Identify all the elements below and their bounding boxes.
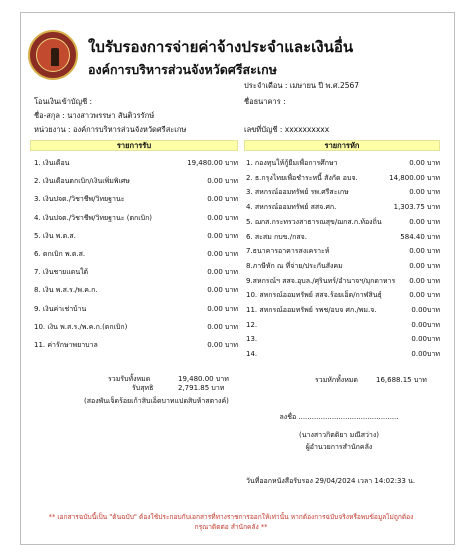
income-label: 7. เงินชายแดนใต้ xyxy=(34,268,89,277)
deduction-row xyxy=(246,173,440,184)
total-deduction-label: รวมหักทั้งหมด xyxy=(315,376,358,384)
income-amount: 19,480.00 บาท xyxy=(187,159,238,167)
income-amount: 0.00 บาท xyxy=(207,213,238,222)
deduction-row xyxy=(246,290,440,301)
footer-line-2: กรุณาติดต่อ สำนักคลัง ** xyxy=(194,523,268,531)
income-label: 1. เงินเดือน xyxy=(34,159,70,167)
deduction-label: 8.ภาษีหัก ณ ที่จ่าย/ประกันสังคม xyxy=(246,261,343,270)
income-row xyxy=(34,285,238,296)
deduction-row xyxy=(246,217,440,228)
deduction-label: 4. สหกรณ์ออมทรัพย์ สสจ.ศก. xyxy=(246,203,337,212)
footer-line-1: ** เอกสารฉบับนี้เป็น "ต้นฉบับ" ต้องใช้ประกอบกับเอกสารที่ทางราชการออกให้เท่านั้น หากต้องการฉบับจริงหรือพบข้อมูลไม่ถูกต้อง xyxy=(48,513,414,521)
income-amount: 0.00 บาท xyxy=(207,341,238,349)
pay-month: ประจำเดือน : เมษายน ปี พ.ศ.2567 xyxy=(244,81,360,90)
deduction-amount: 0.00 บาท xyxy=(409,217,440,226)
deduction-row xyxy=(246,232,440,243)
income-label: 9. เงินค่าเช่าบ้าน xyxy=(34,304,87,313)
deduction-amount: 0.00บาท xyxy=(411,335,440,344)
deduction-label: 7.ธนาคารอาคารสงเคราะห์ xyxy=(246,247,330,256)
income-amount: 0.00 บาท xyxy=(207,231,238,240)
income-amount: 0.00 บาท xyxy=(207,304,238,313)
issue-date: วันที่ออกหนังสือรับรอง 29/04/2024 เวลา 14:02:33 น. xyxy=(246,477,416,485)
deduction-label: 13. xyxy=(246,335,258,344)
deduction-label: 5. ฌกส.กระทรวงสาธารณสุข/ฌกส.ก.ท้องถิ่น xyxy=(246,217,382,226)
deduction-label: 2. ธ.กรุงไทยเพื่อชำระหนี้ สังกัด อบจ. xyxy=(246,173,358,182)
income-label: 3. เงินปจต./วิชาชีพ/วิทยฐานะ xyxy=(34,195,125,204)
deduction-amount: 0.00 บาท xyxy=(409,247,440,256)
income-label: 2. เงินเดือนตกเบิก/เงินเพิ่มพิเศษ xyxy=(34,177,130,186)
deduction-label: 14. xyxy=(246,350,258,359)
document-title: ใบรับรองการจ่ายค่าจ้างประจำและเงินอื่น xyxy=(88,38,354,56)
deduction-heading: รายการหัก xyxy=(244,140,440,151)
deduction-row xyxy=(246,261,440,272)
income-amount: 0.00 บาท xyxy=(207,195,238,204)
deduction-amount: 14,800.00 บาท xyxy=(389,173,440,182)
deduction-label: 1. กองทุนให้กู้ยืมเพื่อการศึกษา xyxy=(246,159,338,167)
signer-position: ผู้อำนวยการสำนักคลัง xyxy=(305,443,373,451)
deduction-amount: 0.00 บาท xyxy=(409,291,440,300)
deduction-amount: 0.00บาท xyxy=(411,306,440,314)
account-number: เลขที่บัญชี : xxxxxxxxxx xyxy=(244,125,330,134)
deduction-row xyxy=(246,246,440,257)
deduction-amount: 0.00 บาท xyxy=(409,276,440,285)
deduction-row xyxy=(246,320,440,331)
income-row xyxy=(34,340,238,351)
total-deduction-value: 16,688.15 บาท xyxy=(376,376,427,384)
deduction-row xyxy=(246,202,440,213)
deduction-label: 6. สะสม กบข./กสจ. xyxy=(246,232,307,241)
income-label: 10. เงิน พ.ส.ร./พ.ค.ก.(ตกเบิก) xyxy=(34,322,128,331)
employee-unit: หน่วยงาน : องค์การบริหารส่วนจังหวัดศรีสะเกษ xyxy=(34,125,187,134)
deduction-amount: 0.00 บาท xyxy=(409,159,440,167)
income-row xyxy=(34,322,238,333)
income-label: 4. เงินปจต./วิชาชีพ/วิทยฐานะ (ตกเบิก) xyxy=(34,213,153,222)
footer-notice xyxy=(26,512,436,532)
deduction-label: 11. สหกรณ์ออมทรัพย์ รพช/อบจ ศก./พม.จ. xyxy=(246,306,377,314)
income-row xyxy=(34,267,238,278)
organization-name: องค์การบริหารส่วนจังหวัดศรีสะเกษ xyxy=(88,62,277,77)
income-row xyxy=(34,231,238,242)
transfer-label: โอนเงินเข้าบัญชี : xyxy=(34,97,93,106)
deduction-amount: 0.00 บาท xyxy=(409,188,440,197)
signer-name: (นางสาวกิตติยา มณีสว่าง) xyxy=(299,431,379,439)
income-row xyxy=(34,213,238,224)
deduction-amount: 1,303.75 บาท xyxy=(393,203,440,212)
income-amount: 0.00 บาท xyxy=(207,177,238,186)
deduction-label: 12. xyxy=(246,320,258,329)
deduction-amount: 584.40 บาท xyxy=(400,232,440,241)
total-income-label: รวมรับทั้งหมด xyxy=(108,375,151,383)
income-amount: 0.00 บาท xyxy=(207,322,238,331)
deduction-row xyxy=(246,158,440,169)
total-income-value: 19,480.00 บาท xyxy=(178,375,229,383)
income-label: 8. เงิน พ.ส.ร./พ.ค.ก. xyxy=(34,286,98,295)
deduction-row xyxy=(246,187,440,198)
deduction-amount: 0.00บาท xyxy=(411,350,440,359)
deduction-label: 3. สหกรณ์ออมทรัพย์ รพ.ศรีสะเกษ xyxy=(246,188,349,197)
income-amount: 0.00 บาท xyxy=(207,250,238,258)
deduction-amount: 0.00บาท xyxy=(411,320,440,329)
income-label: 5. เงิน พ.ต.ส. xyxy=(34,231,76,240)
income-heading: รายการรับ xyxy=(30,140,238,151)
deduction-row xyxy=(246,349,440,360)
bank-name: ชื่อธนาคาร : xyxy=(244,97,286,106)
organization-seal-icon xyxy=(28,30,78,80)
deduction-row xyxy=(246,305,440,316)
income-row xyxy=(34,249,238,260)
net-pay-words: (สองพันเจ็ดร้อยเก้าสิบเอ็ดบาทแปดสิบห้าสตางค์) xyxy=(84,397,229,405)
net-pay-label: รับสุทธิ xyxy=(132,384,154,392)
income-row xyxy=(34,158,238,169)
deduction-amount: 0.00 บาท xyxy=(409,261,440,270)
deduction-row xyxy=(246,276,440,287)
deduction-label: 9.สหกรณ์ฯ สสจ.อุบล./ศุรินทร์/อำนาจฯ/มุกดาหาร xyxy=(246,276,396,285)
deduction-label: 10. สหกรณ์ออมทรัพย์ สสจ.ร้อยเอ็ด/กาฬสินธุ์ xyxy=(246,291,382,300)
signature-line: ลงชื่อ ............................................. xyxy=(279,413,399,421)
employee-name: ชื่อ-สกุล : นางสาวพรรษา สันติวรรักษ์ xyxy=(34,111,155,120)
income-label: 11. ค่ารักษาพยาบาล xyxy=(34,341,98,349)
income-row xyxy=(34,176,238,187)
income-row xyxy=(34,194,238,205)
income-amount: 0.00 บาท xyxy=(207,268,238,277)
deduction-row xyxy=(246,334,440,345)
income-amount: 0.00 บาท xyxy=(207,286,238,295)
income-row xyxy=(34,304,238,315)
income-label: 6. ตกเบิก พ.ต.ส. xyxy=(34,250,86,258)
net-pay-value: 2,791.85 บาท xyxy=(178,384,225,392)
